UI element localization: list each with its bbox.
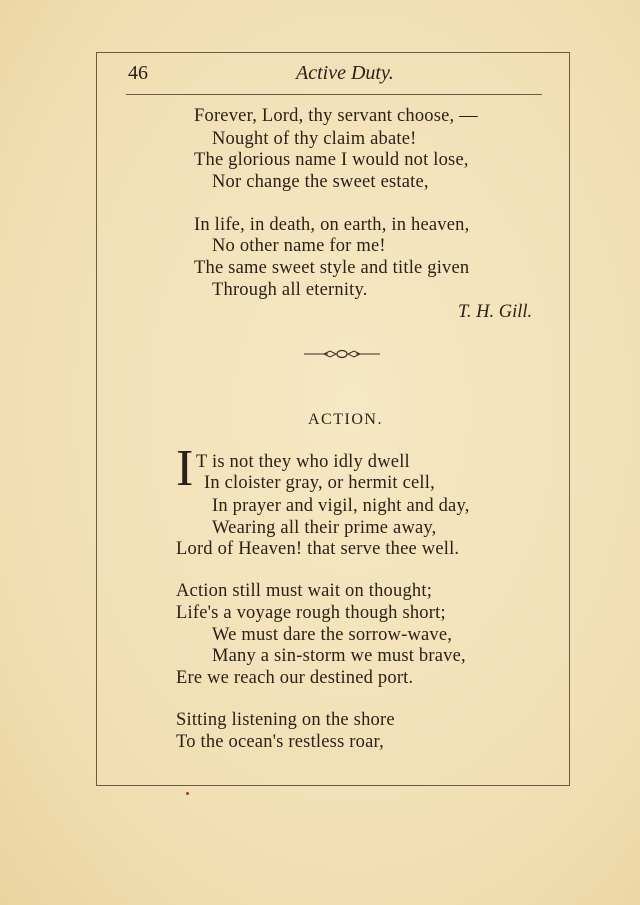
page-number: 46: [128, 62, 148, 84]
decorative-ornament-icon: [304, 347, 380, 361]
poem2-line: Life's a voyage rough though short;: [176, 603, 446, 623]
poem1-line: Forever, Lord, thy servant choose, —: [194, 106, 478, 126]
header-rule: [126, 94, 542, 95]
poem1-line: Through all eternity.: [212, 280, 368, 300]
poem1-line: No other name for me!: [212, 236, 386, 256]
attribution: T. H. Gill.: [458, 302, 533, 322]
poem2-line: T is not they who idly dwell: [196, 452, 410, 472]
poem2-line: Ere we reach our destined port.: [176, 668, 414, 688]
poem1-line: The same sweet style and title given: [194, 258, 470, 278]
poem2-line: We must dare the sorrow-wave,: [212, 625, 453, 645]
poem2-line: Sitting listening on the shore: [176, 710, 395, 730]
poem1-line: The glorious name I would not lose,: [194, 150, 469, 170]
poem2-line: To the ocean's restless roar,: [176, 732, 384, 752]
poem2-line: Wearing all their prime away,: [212, 518, 437, 538]
poem2-line: Action still must wait on thought;: [176, 581, 433, 601]
poem2-line: Many a sin-storm we must brave,: [212, 646, 466, 666]
poem1-line: In life, in death, on earth, in heaven,: [194, 215, 470, 235]
poem2-line: In prayer and vigil, night and day,: [212, 496, 470, 516]
poem-title: ACTION.: [308, 411, 383, 428]
poem1-line: Nought of thy claim abate!: [212, 129, 417, 149]
paper-speck: [186, 792, 189, 795]
poem2-line: In cloister gray, or hermit cell,: [204, 473, 435, 493]
poem1-line: Nor change the sweet estate,: [212, 172, 429, 192]
poem2-line: Lord of Heaven! that serve thee well.: [176, 539, 460, 559]
drop-cap: I: [176, 440, 194, 497]
running-head: Active Duty.: [296, 62, 394, 84]
